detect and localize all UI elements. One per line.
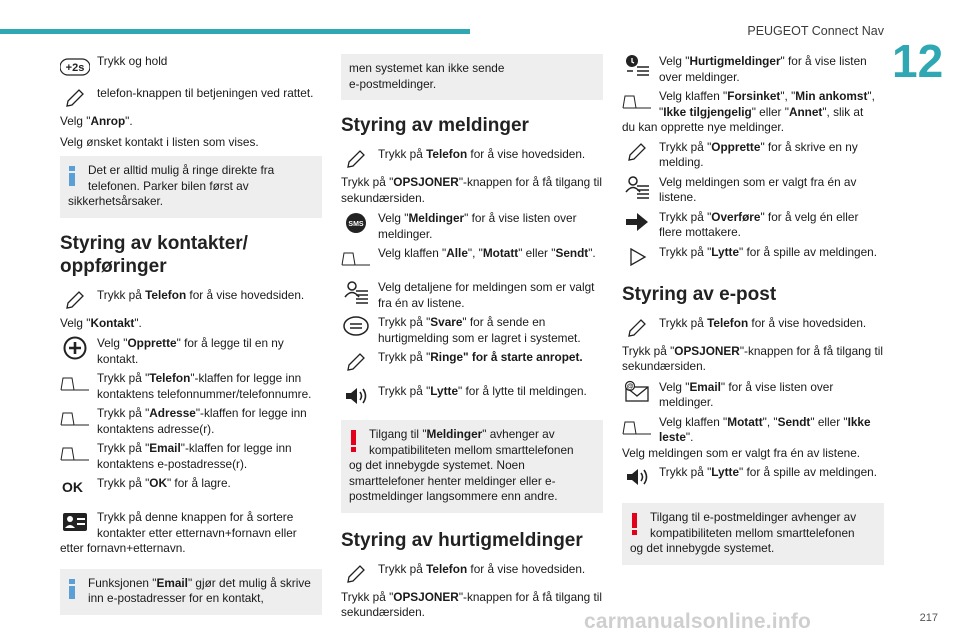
- pen-icon: [60, 288, 90, 312]
- pen-icon: [60, 86, 90, 110]
- speaker-icon: [622, 465, 652, 489]
- step-messages-tabs: Velg klaffen "Alle", "Motatt" eller "Sendt".: [341, 246, 603, 270]
- tab-icon: [60, 406, 90, 430]
- step-call: Trykk på "Ringe" for å starte anropet.: [341, 350, 603, 374]
- step-sort: Trykk på denne knappen for å sortere kontakter etter etternavn+fornavn eller: [60, 510, 322, 541]
- heading-messages: Styring av meldinger: [341, 115, 529, 136]
- select-call-line: Velg "Anrop".: [60, 114, 133, 128]
- heading-contacts: Styring av kontakter/ oppføringer: [60, 232, 248, 277]
- step-quick-select: Velg meldingen som er valgt fra én av listene.: [622, 175, 884, 206]
- forward-arrow-icon: [622, 210, 652, 234]
- header-title: PEUGEOT Connect Nav: [747, 24, 884, 38]
- step-email-play: Trykk på "Lytte" for å spille av meldingen.: [622, 465, 884, 489]
- info-note-email-continued: men systemet kan ikke sende e-postmeldinger.: [341, 54, 603, 100]
- tab-icon: [622, 415, 652, 439]
- add-circle-icon: [60, 336, 90, 360]
- step-quick-tabs: Velg klaffen "Forsinket", "Min ankomst", "Ikke tilgjengelig" eller "Annet", slik at: [622, 89, 884, 120]
- step-email-list: @ Velg "Email" for å vise listen over meldinger.: [622, 380, 884, 411]
- step-play: Trykk på "Lytte" for å spille av meldingen.: [622, 245, 884, 269]
- step-hold: [60, 54, 322, 78]
- message-details-icon: [341, 280, 371, 304]
- step-listen: Trykk på "Lytte" for å lytte til meldingen.: [341, 384, 603, 408]
- ok-icon: OK: [62, 479, 83, 496]
- play-icon: [622, 245, 652, 269]
- email-envelope-icon: [622, 380, 652, 404]
- step-ok: OK Trykk på "OK" for å lagre.: [60, 476, 322, 500]
- svg-text:@: @: [626, 383, 634, 390]
- step-phone-button: [60, 86, 322, 110]
- options-line: Trykk på "OPSJONER"-knappen for å få tilgang til sekundærsiden.: [341, 175, 603, 205]
- pen-icon: [622, 140, 652, 164]
- pen-icon: [341, 350, 371, 374]
- column-3: [622, 54, 884, 573]
- info-note-call: Det er alltid mulig å ringe direkte fra telefonen. Parker bilen først av sikkerhetsårsaker.: [60, 156, 322, 218]
- column-1: [60, 54, 322, 623]
- warning-note-email: Tilgang til e-postmeldinger avhenger av kompatibiliteten mellom smarttelefonen og det innebygde systemet.: [622, 503, 884, 565]
- header-accent-bar: [0, 29, 470, 34]
- watermark: carmanualsonline.info: [584, 610, 812, 633]
- info-icon: [69, 166, 75, 186]
- reply-message-icon: [341, 315, 371, 339]
- pen-icon: [622, 316, 652, 340]
- sort-tail: etter fornavn+etternavn.: [60, 541, 186, 555]
- tab-icon: [341, 246, 371, 270]
- step-email-tabs: Velg klaffen "Motatt", "Sendt" eller "Ikke leste".: [622, 415, 884, 446]
- step-quick-create: Trykk på "Opprette" for å skrive en ny melding.: [622, 140, 884, 171]
- sms-icon: [341, 211, 371, 235]
- svg-text:SMS: SMS: [348, 221, 364, 228]
- step-tab-email: Trykk på "Email"-klaffen for legge inn kontaktens e-postadresse(r).: [60, 441, 322, 472]
- page-number: 217: [919, 612, 938, 624]
- warning-note-messages: Tilgang til "Meldinger" avhenger av kompatibiliteten mellom smarttelefonen og det innebygde systemet. Noen smarttelefoner henter meldinger eller e-postmeldinger langsommere enn andre.: [341, 420, 603, 513]
- warning-icon: [351, 430, 357, 452]
- select-contact-line: Velg ønsket kontakt i listen som vises.: [60, 134, 259, 149]
- info-note-email: Funksjonen "Email" gjør det mulig å skrive inn e-postadresser for en kontakt,: [60, 569, 322, 615]
- step-email-press: Trykk på Telefon for å vise hovedsiden.: [622, 316, 884, 340]
- quick-messages-icon: [622, 54, 652, 78]
- email-select-line: Velg meldingen som er valgt fra én av listene.: [622, 445, 861, 460]
- step-phone-button-text: telefon-knappen til betjeningen ved rattet.: [97, 86, 314, 100]
- step-reply: Trykk på "Svare" for å sende en hurtigmelding som er lagret i systemet.: [341, 315, 603, 346]
- warning-icon: [632, 513, 638, 535]
- step-tab-telefon: Trykk på "Telefon"-klaffen for legge inn kontaktens telefonnummer/telefonnumre.: [60, 371, 322, 402]
- chapter-number: 12: [892, 35, 944, 87]
- step-messages-press: Trykk på Telefon for å vise hovedsiden.: [341, 147, 603, 171]
- pen-icon: [341, 562, 371, 586]
- press-hold-2s-icon: [60, 54, 90, 78]
- heading-email: Styring av e-post: [622, 283, 777, 305]
- pen-icon: [341, 147, 371, 171]
- step-tab-adresse: Trykk på "Adresse"-klaffen for legge inn kontaktens adresse(r).: [60, 406, 322, 437]
- step-message-details: Velg detaljene for meldingen som er valgt fra én av listene.: [341, 280, 603, 311]
- step-quick-press: Trykk på Telefon for å vise hovedsiden.: [341, 562, 603, 586]
- sort-contacts-icon: [60, 510, 90, 534]
- tab-icon: [60, 441, 90, 465]
- step-contacts-press: Trykk på Telefon for å vise hovedsiden.: [60, 288, 322, 312]
- hold-icon-label: +2s: [65, 62, 85, 74]
- message-details-icon: [622, 175, 652, 199]
- quick-tabs-tail: du kan opprette nye meldinger.: [622, 120, 784, 134]
- tab-icon: [60, 371, 90, 395]
- speaker-icon: [341, 384, 371, 408]
- email-options-line: Trykk på "OPSJONER"-knappen for å få tilgang til sekundærsiden.: [622, 343, 884, 373]
- tab-icon: [622, 89, 652, 113]
- step-forward: Trykk på "Overføre" for å velg én eller flere mottakere.: [622, 210, 884, 241]
- step-quick-list: Velg "Hurtigmeldinger" for å vise listen over meldinger.: [622, 54, 884, 85]
- step-hold-text: Trykk og hold: [97, 54, 168, 68]
- heading-quick-messages: Styring av hurtigmeldinger: [341, 529, 583, 551]
- select-contact-tab: Velg "Kontakt".: [60, 315, 142, 330]
- quick-options-line: Trykk på "OPSJONER"-knappen for å få tilgang til sekundærsiden.: [341, 589, 603, 619]
- column-2: [341, 54, 603, 626]
- step-create-contact: Velg "Opprette" for å legge til en ny kontakt.: [60, 336, 322, 367]
- step-messages-select: SMS Velg "Meldinger" for å vise listen over meldinger.: [341, 211, 603, 242]
- info-icon: [69, 579, 75, 599]
